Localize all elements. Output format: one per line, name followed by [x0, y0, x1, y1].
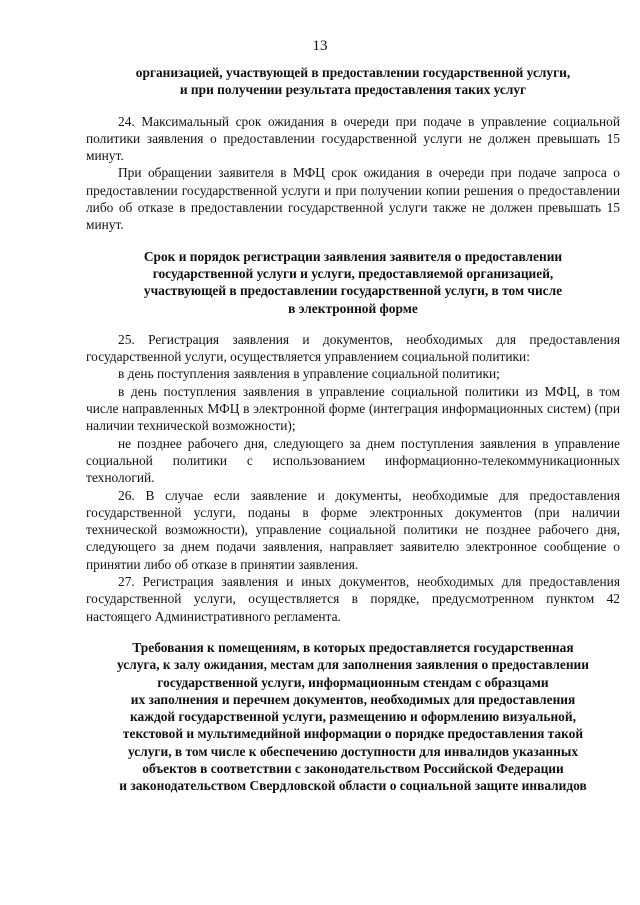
paragraph-25: 25. Регистрация заявления и документов, необходимых для предоставления государственной услуги, осуществляется управлением социальной политики:	[86, 331, 620, 365]
section-heading-premises	[86, 639, 620, 795]
heading-line: текстовой и мультимедийной информации о порядке предоставления такой	[122, 726, 584, 742]
heading-line: услуга, к залу ожидания, местам для заполнения заявления о предоставлении	[117, 657, 589, 673]
paragraph-26: 26. В случае если заявление и документы, необходимые для предоставления государственной услуги, поданы в форме электронных документов (при наличии технической возможности), управление социальной политики не позднее рабочего дня, следующего за днем подачи заявления, направляет заявителю электронное сообщение о принятии либо об отказе в принятии заявления.	[86, 487, 620, 572]
paragraph-24: 24. Максимальный срок ожидания в очереди при подаче в управление социальной политики заявления о предоставлении государственной услуги не должен превышать 15 минут.	[86, 113, 620, 164]
heading-line: объектов в соответствии с законодательством Российской Федерации	[142, 760, 564, 776]
heading-line: услуги, в том числе к обеспечению доступности для инвалидов указанных	[127, 743, 579, 759]
section-heading-registration	[86, 248, 620, 317]
heading-line: и при получении результата предоставления таких услуг	[179, 82, 527, 98]
paragraph-27: 27. Регистрация заявления и иных документов, необходимых для предоставления государственной услуги, осуществляется в порядке, предусмотренном пунктом 42 настоящего Административного регламента.	[86, 574, 620, 624]
heading-line: государственной услуги и услуги, предоставляемой организацией,	[152, 265, 554, 281]
page-number: 13	[312, 38, 328, 54]
heading-line: государственной услуги, информационным стендам с образцами	[157, 674, 549, 690]
paragraph-24-mfc: При обращении заявителя в МФЦ срок ожидания в очереди при подаче запроса о предоставлении государственной услуги и при получении копии решения о предоставлении либо об отказе в предоставлении государственной услуги также не должен превышать 15 минут.	[86, 165, 620, 233]
paragraph-25-item-2: в день поступления заявления в управление социальной политики из МФЦ, в том числе направленных МФЦ в электронной форме (интеграция информационных систем) (при наличии технической возможности);	[86, 383, 620, 434]
heading-line: организацией, участвующей в предоставлении государственной услуги,	[135, 65, 571, 80]
section-heading-continued	[86, 64, 620, 99]
heading-line: участвующей в предоставлении государственной услуги, в том числе	[143, 283, 563, 299]
heading-line: Требования к помещениям, в которых предоставляется государственная	[132, 639, 574, 655]
heading-line: и законодательством Свердловской области о социальной защите инвалидов	[119, 778, 587, 794]
heading-line: их заполнения и перечнем документов, необходимых для предоставления	[130, 691, 576, 707]
heading-line: в электронной форме	[288, 300, 418, 316]
page-content	[86, 64, 620, 795]
paragraph-25-item-3: не позднее рабочего дня, следующего за днем поступления заявления в управление социальной политики с использованием информационно-телекоммуникационных технологий.	[86, 435, 620, 486]
heading-line: Срок и порядок регистрации заявления заявителя о предоставлении	[143, 248, 563, 264]
heading-line: каждой государственной услуги, размещению и оформлению визуальной,	[130, 709, 576, 725]
paragraph-25-item-1: в день поступления заявления в управление социальной политики;	[118, 366, 500, 382]
